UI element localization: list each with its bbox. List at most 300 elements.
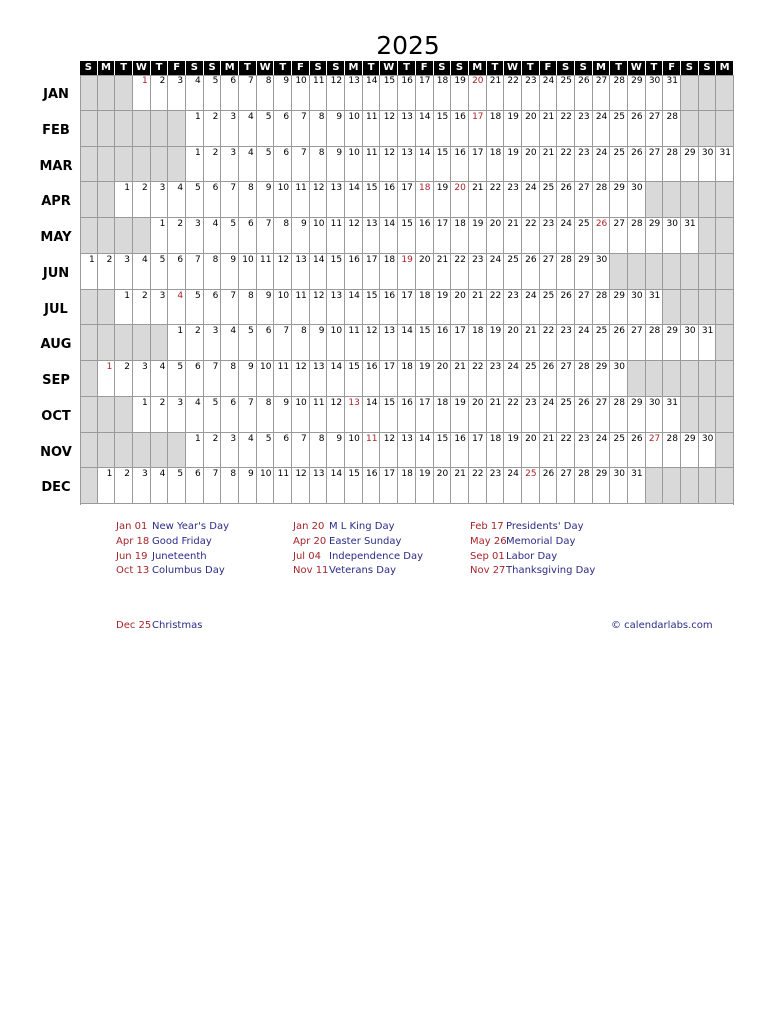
weekday-header-cell: T bbox=[610, 61, 628, 75]
holiday-name: New Year's Day bbox=[152, 521, 230, 532]
empty-day-cell bbox=[681, 361, 699, 397]
day-cell: 9 bbox=[257, 182, 275, 218]
day-cell: 25 bbox=[522, 468, 540, 504]
empty-day-cell bbox=[699, 468, 717, 504]
empty-day-cell bbox=[98, 147, 116, 183]
day-cell: 13 bbox=[345, 397, 363, 433]
day-cell: 25 bbox=[540, 290, 558, 326]
day-cell: 3 bbox=[133, 361, 151, 397]
day-cell: 1 bbox=[115, 290, 133, 326]
day-cell: 28 bbox=[575, 361, 593, 397]
day-cell: 17 bbox=[469, 433, 487, 469]
day-cell: 24 bbox=[540, 75, 558, 111]
day-cell: 25 bbox=[504, 254, 522, 290]
weekday-header-cell: W bbox=[628, 61, 646, 75]
day-cell: 3 bbox=[168, 397, 186, 433]
empty-day-cell bbox=[628, 254, 646, 290]
day-cell: 8 bbox=[310, 147, 328, 183]
holiday-name: Easter Sunday bbox=[329, 536, 402, 547]
empty-day-cell bbox=[168, 433, 186, 469]
day-cell: 19 bbox=[434, 290, 452, 326]
day-cell: 5 bbox=[204, 397, 222, 433]
day-cell: 11 bbox=[345, 325, 363, 361]
day-cell: 21 bbox=[522, 325, 540, 361]
day-cell: 24 bbox=[593, 433, 611, 469]
day-cell: 26 bbox=[628, 147, 646, 183]
weekday-header-cell: S bbox=[451, 61, 469, 75]
day-cell: 22 bbox=[557, 433, 575, 469]
empty-day-cell bbox=[699, 218, 717, 254]
day-cell: 7 bbox=[204, 361, 222, 397]
day-cell: 9 bbox=[257, 290, 275, 326]
day-cell: 27 bbox=[575, 182, 593, 218]
day-cell: 1 bbox=[151, 218, 169, 254]
holiday-date: Dec 25 bbox=[116, 620, 152, 631]
holiday-date: Jan 20 bbox=[293, 521, 325, 532]
day-cell: 7 bbox=[292, 111, 310, 147]
day-cell: 30 bbox=[610, 468, 628, 504]
day-cell: 6 bbox=[239, 218, 257, 254]
day-cell: 27 bbox=[593, 75, 611, 111]
day-cell: 16 bbox=[434, 325, 452, 361]
day-cell: 6 bbox=[274, 147, 292, 183]
day-cell: 9 bbox=[327, 147, 345, 183]
day-cell: 1 bbox=[186, 147, 204, 183]
empty-day-cell bbox=[98, 111, 116, 147]
day-cell: 7 bbox=[221, 182, 239, 218]
day-cell: 29 bbox=[628, 75, 646, 111]
day-cell: 8 bbox=[310, 111, 328, 147]
day-cell: 12 bbox=[310, 290, 328, 326]
day-cell: 22 bbox=[487, 290, 505, 326]
day-cell: 20 bbox=[522, 147, 540, 183]
weekday-header-cell: W bbox=[504, 61, 522, 75]
day-cell: 26 bbox=[557, 182, 575, 218]
day-cell: 10 bbox=[292, 397, 310, 433]
day-cell: 22 bbox=[504, 397, 522, 433]
empty-day-cell bbox=[646, 254, 664, 290]
holiday-name: Memorial Day bbox=[506, 536, 576, 547]
day-cell: 7 bbox=[257, 218, 275, 254]
day-cell: 11 bbox=[274, 468, 292, 504]
day-cell: 31 bbox=[663, 397, 681, 433]
empty-day-cell bbox=[663, 254, 681, 290]
day-cell: 29 bbox=[646, 218, 664, 254]
day-cell: 22 bbox=[504, 75, 522, 111]
month-label: APR bbox=[41, 194, 71, 210]
day-cell: 15 bbox=[380, 75, 398, 111]
day-cell: 11 bbox=[257, 254, 275, 290]
day-cell: 3 bbox=[204, 325, 222, 361]
day-cell: 3 bbox=[221, 111, 239, 147]
day-cell: 19 bbox=[504, 433, 522, 469]
holiday-name: Labor Day bbox=[506, 551, 558, 562]
day-cell: 19 bbox=[398, 254, 416, 290]
day-cell: 19 bbox=[416, 468, 434, 504]
day-cell: 29 bbox=[610, 182, 628, 218]
day-cell: 20 bbox=[434, 361, 452, 397]
day-cell: 13 bbox=[292, 254, 310, 290]
day-cell: 3 bbox=[115, 254, 133, 290]
empty-day-cell bbox=[716, 111, 734, 147]
day-cell: 11 bbox=[310, 397, 328, 433]
empty-day-cell bbox=[716, 361, 734, 397]
day-cell: 16 bbox=[363, 468, 381, 504]
day-cell: 11 bbox=[274, 361, 292, 397]
weekday-header-cell: S bbox=[575, 61, 593, 75]
day-cell: 5 bbox=[151, 254, 169, 290]
weekday-header-cell: T bbox=[487, 61, 505, 75]
day-cell: 16 bbox=[398, 397, 416, 433]
empty-day-cell bbox=[151, 111, 169, 147]
day-cell: 20 bbox=[504, 325, 522, 361]
day-cell: 21 bbox=[451, 468, 469, 504]
day-cell: 19 bbox=[434, 182, 452, 218]
day-cell: 20 bbox=[451, 290, 469, 326]
empty-day-cell bbox=[681, 182, 699, 218]
holiday-name: Columbus Day bbox=[152, 565, 225, 576]
day-cell: 25 bbox=[593, 325, 611, 361]
day-cell: 21 bbox=[540, 433, 558, 469]
month-label: JAN bbox=[43, 87, 69, 102]
day-cell: 23 bbox=[487, 361, 505, 397]
holiday-name: Presidents' Day bbox=[506, 521, 584, 532]
day-cell: 15 bbox=[363, 182, 381, 218]
day-cell: 6 bbox=[274, 111, 292, 147]
day-cell: 5 bbox=[257, 111, 275, 147]
weekday-header-cell: F bbox=[663, 61, 681, 75]
empty-day-cell bbox=[681, 468, 699, 504]
day-cell: 9 bbox=[221, 254, 239, 290]
empty-day-cell bbox=[716, 468, 734, 504]
calendar-year-title: 2025 bbox=[376, 31, 440, 60]
day-cell: 9 bbox=[274, 397, 292, 433]
empty-day-cell bbox=[133, 111, 151, 147]
day-cell: 9 bbox=[292, 218, 310, 254]
empty-day-cell bbox=[80, 111, 98, 147]
day-cell: 12 bbox=[327, 397, 345, 433]
weekday-header-cell: S bbox=[327, 61, 345, 75]
day-cell: 23 bbox=[575, 147, 593, 183]
day-cell: 10 bbox=[274, 182, 292, 218]
day-cell: 9 bbox=[310, 325, 328, 361]
day-cell: 21 bbox=[469, 182, 487, 218]
day-cell: 1 bbox=[186, 433, 204, 469]
empty-day-cell bbox=[98, 325, 116, 361]
day-cell: 10 bbox=[345, 433, 363, 469]
day-cell: 13 bbox=[310, 361, 328, 397]
day-cell: 29 bbox=[575, 254, 593, 290]
day-cell: 23 bbox=[487, 468, 505, 504]
weekday-header-cell: S bbox=[204, 61, 222, 75]
empty-day-cell bbox=[133, 147, 151, 183]
day-cell: 28 bbox=[646, 325, 664, 361]
day-cell: 18 bbox=[434, 397, 452, 433]
day-cell: 21 bbox=[504, 218, 522, 254]
day-cell: 8 bbox=[221, 361, 239, 397]
holiday-date: Oct 13 bbox=[116, 565, 150, 576]
day-cell: 5 bbox=[257, 147, 275, 183]
day-cell: 12 bbox=[274, 254, 292, 290]
empty-day-cell bbox=[699, 182, 717, 218]
day-cell: 23 bbox=[540, 218, 558, 254]
day-cell: 18 bbox=[469, 325, 487, 361]
month-label: MAR bbox=[39, 158, 73, 174]
day-cell: 20 bbox=[469, 397, 487, 433]
day-cell: 19 bbox=[504, 111, 522, 147]
holiday-date: Jul 04 bbox=[293, 551, 321, 562]
day-cell: 2 bbox=[133, 290, 151, 326]
weekday-header-cell: S bbox=[80, 61, 98, 75]
day-cell: 3 bbox=[168, 75, 186, 111]
day-cell: 19 bbox=[451, 75, 469, 111]
weekday-header-cell: T bbox=[239, 61, 257, 75]
day-cell: 6 bbox=[168, 254, 186, 290]
weekday-header-cell: T bbox=[363, 61, 381, 75]
day-cell: 15 bbox=[416, 325, 434, 361]
empty-day-cell bbox=[681, 254, 699, 290]
empty-day-cell bbox=[716, 325, 734, 361]
day-cell: 2 bbox=[133, 182, 151, 218]
day-cell: 27 bbox=[557, 361, 575, 397]
day-cell: 30 bbox=[593, 254, 611, 290]
empty-day-cell bbox=[98, 182, 116, 218]
day-cell: 10 bbox=[327, 325, 345, 361]
day-cell: 2 bbox=[151, 397, 169, 433]
day-cell: 4 bbox=[186, 397, 204, 433]
day-cell: 12 bbox=[310, 182, 328, 218]
empty-day-cell bbox=[699, 75, 717, 111]
empty-day-cell bbox=[80, 397, 98, 433]
day-cell: 31 bbox=[646, 290, 664, 326]
weekday-header-cell: S bbox=[434, 61, 452, 75]
day-cell: 7 bbox=[186, 254, 204, 290]
empty-day-cell bbox=[80, 218, 98, 254]
weekday-header-cell: W bbox=[133, 61, 151, 75]
day-cell: 17 bbox=[398, 182, 416, 218]
weekday-header-cell: M bbox=[221, 61, 239, 75]
day-cell: 13 bbox=[398, 147, 416, 183]
holiday-name: Veterans Day bbox=[329, 565, 397, 576]
day-cell: 22 bbox=[469, 361, 487, 397]
empty-day-cell bbox=[699, 111, 717, 147]
day-cell: 8 bbox=[310, 433, 328, 469]
day-cell: 25 bbox=[522, 361, 540, 397]
day-cell: 16 bbox=[363, 361, 381, 397]
day-cell: 6 bbox=[221, 75, 239, 111]
day-cell: 25 bbox=[557, 75, 575, 111]
day-cell: 27 bbox=[575, 290, 593, 326]
day-cell: 19 bbox=[504, 147, 522, 183]
day-cell: 9 bbox=[239, 468, 257, 504]
day-cell: 28 bbox=[663, 147, 681, 183]
empty-day-cell bbox=[115, 397, 133, 433]
empty-day-cell bbox=[610, 254, 628, 290]
day-cell: 23 bbox=[504, 182, 522, 218]
day-cell: 17 bbox=[434, 218, 452, 254]
day-cell: 28 bbox=[663, 433, 681, 469]
day-cell: 10 bbox=[257, 361, 275, 397]
empty-day-cell bbox=[98, 397, 116, 433]
day-cell: 18 bbox=[398, 361, 416, 397]
day-cell: 30 bbox=[628, 290, 646, 326]
day-cell: 28 bbox=[557, 254, 575, 290]
day-cell: 18 bbox=[487, 147, 505, 183]
day-cell: 4 bbox=[168, 290, 186, 326]
day-cell: 30 bbox=[646, 397, 664, 433]
day-cell: 6 bbox=[257, 325, 275, 361]
day-cell: 22 bbox=[522, 218, 540, 254]
day-cell: 24 bbox=[575, 325, 593, 361]
day-cell: 2 bbox=[168, 218, 186, 254]
day-cell: 17 bbox=[469, 111, 487, 147]
day-cell: 4 bbox=[151, 468, 169, 504]
day-cell: 7 bbox=[204, 468, 222, 504]
day-cell: 4 bbox=[221, 325, 239, 361]
empty-day-cell bbox=[151, 433, 169, 469]
day-cell: 1 bbox=[98, 468, 116, 504]
day-cell: 27 bbox=[628, 325, 646, 361]
weekday-header-cell: M bbox=[716, 61, 734, 75]
weekday-header-cell: M bbox=[98, 61, 116, 75]
day-cell: 18 bbox=[451, 218, 469, 254]
day-cell: 21 bbox=[487, 75, 505, 111]
day-cell: 7 bbox=[239, 75, 257, 111]
day-cell: 20 bbox=[469, 75, 487, 111]
day-cell: 18 bbox=[416, 182, 434, 218]
day-cell: 27 bbox=[646, 433, 664, 469]
day-cell: 14 bbox=[363, 397, 381, 433]
holiday-date: Apr 20 bbox=[293, 536, 327, 547]
day-cell: 14 bbox=[310, 254, 328, 290]
weekday-header-cell: W bbox=[380, 61, 398, 75]
day-cell: 21 bbox=[434, 254, 452, 290]
day-cell: 13 bbox=[310, 468, 328, 504]
day-cell: 30 bbox=[646, 75, 664, 111]
day-cell: 15 bbox=[434, 111, 452, 147]
day-cell: 27 bbox=[646, 111, 664, 147]
day-cell: 24 bbox=[504, 468, 522, 504]
empty-day-cell bbox=[681, 111, 699, 147]
month-label: JUL bbox=[44, 301, 68, 317]
day-cell: 17 bbox=[363, 254, 381, 290]
empty-day-cell bbox=[133, 218, 151, 254]
day-cell: 8 bbox=[204, 254, 222, 290]
day-cell: 4 bbox=[151, 361, 169, 397]
day-cell: 12 bbox=[363, 325, 381, 361]
day-cell: 7 bbox=[239, 397, 257, 433]
day-cell: 24 bbox=[593, 111, 611, 147]
empty-day-cell bbox=[151, 147, 169, 183]
month-label: JUN bbox=[42, 265, 70, 281]
month-label: NOV bbox=[40, 444, 72, 460]
day-cell: 1 bbox=[186, 111, 204, 147]
day-cell: 4 bbox=[133, 254, 151, 290]
day-cell: 10 bbox=[257, 468, 275, 504]
day-cell: 28 bbox=[628, 218, 646, 254]
day-cell: 2 bbox=[115, 361, 133, 397]
day-cell: 16 bbox=[398, 75, 416, 111]
empty-day-cell bbox=[663, 290, 681, 326]
day-cell: 8 bbox=[257, 397, 275, 433]
day-cell: 16 bbox=[451, 147, 469, 183]
day-cell: 7 bbox=[292, 147, 310, 183]
day-cell: 29 bbox=[593, 361, 611, 397]
weekday-header-cell: F bbox=[416, 61, 434, 75]
day-cell: 14 bbox=[398, 325, 416, 361]
day-cell: 18 bbox=[434, 75, 452, 111]
day-cell: 9 bbox=[274, 75, 292, 111]
day-cell: 16 bbox=[380, 182, 398, 218]
day-cell: 13 bbox=[327, 290, 345, 326]
empty-day-cell bbox=[115, 147, 133, 183]
day-cell: 8 bbox=[239, 290, 257, 326]
day-cell: 25 bbox=[557, 397, 575, 433]
day-cell: 6 bbox=[274, 433, 292, 469]
day-cell: 4 bbox=[186, 75, 204, 111]
day-cell: 28 bbox=[593, 290, 611, 326]
holiday-date: Nov 11 bbox=[293, 565, 329, 576]
day-cell: 18 bbox=[416, 290, 434, 326]
month-label: OCT bbox=[41, 408, 71, 424]
day-cell: 10 bbox=[292, 75, 310, 111]
weekday-header-cell: S bbox=[681, 61, 699, 75]
month-label: MAY bbox=[40, 230, 72, 245]
empty-day-cell bbox=[663, 468, 681, 504]
day-cell: 8 bbox=[257, 75, 275, 111]
day-cell: 10 bbox=[310, 218, 328, 254]
day-cell: 31 bbox=[663, 75, 681, 111]
day-cell: 23 bbox=[557, 325, 575, 361]
empty-day-cell bbox=[681, 290, 699, 326]
empty-day-cell bbox=[80, 290, 98, 326]
day-cell: 8 bbox=[274, 218, 292, 254]
day-cell: 11 bbox=[310, 75, 328, 111]
day-cell: 27 bbox=[593, 397, 611, 433]
day-cell: 2 bbox=[98, 254, 116, 290]
day-cell: 6 bbox=[204, 290, 222, 326]
day-cell: 27 bbox=[646, 147, 664, 183]
day-cell: 24 bbox=[504, 361, 522, 397]
weekday-header-cell: T bbox=[646, 61, 664, 75]
empty-day-cell bbox=[151, 325, 169, 361]
day-cell: 1 bbox=[133, 397, 151, 433]
day-cell: 15 bbox=[327, 254, 345, 290]
day-cell: 1 bbox=[133, 75, 151, 111]
empty-day-cell bbox=[98, 290, 116, 326]
day-cell: 16 bbox=[416, 218, 434, 254]
day-cell: 3 bbox=[133, 468, 151, 504]
credit-link[interactable]: © calendarlabs.com bbox=[611, 620, 713, 631]
weekday-header-cell: S bbox=[186, 61, 204, 75]
empty-day-cell bbox=[646, 182, 664, 218]
holiday-date: Sep 01 bbox=[470, 551, 505, 562]
day-cell: 7 bbox=[221, 290, 239, 326]
day-cell: 31 bbox=[699, 325, 717, 361]
day-cell: 16 bbox=[451, 433, 469, 469]
day-cell: 15 bbox=[345, 468, 363, 504]
day-cell: 17 bbox=[380, 468, 398, 504]
day-cell: 25 bbox=[610, 147, 628, 183]
day-cell: 15 bbox=[345, 361, 363, 397]
day-cell: 29 bbox=[681, 147, 699, 183]
empty-day-cell bbox=[716, 254, 734, 290]
day-cell: 22 bbox=[557, 147, 575, 183]
day-cell: 14 bbox=[327, 468, 345, 504]
day-cell: 10 bbox=[274, 290, 292, 326]
holiday-date: May 26 bbox=[470, 536, 507, 547]
day-cell: 30 bbox=[681, 325, 699, 361]
